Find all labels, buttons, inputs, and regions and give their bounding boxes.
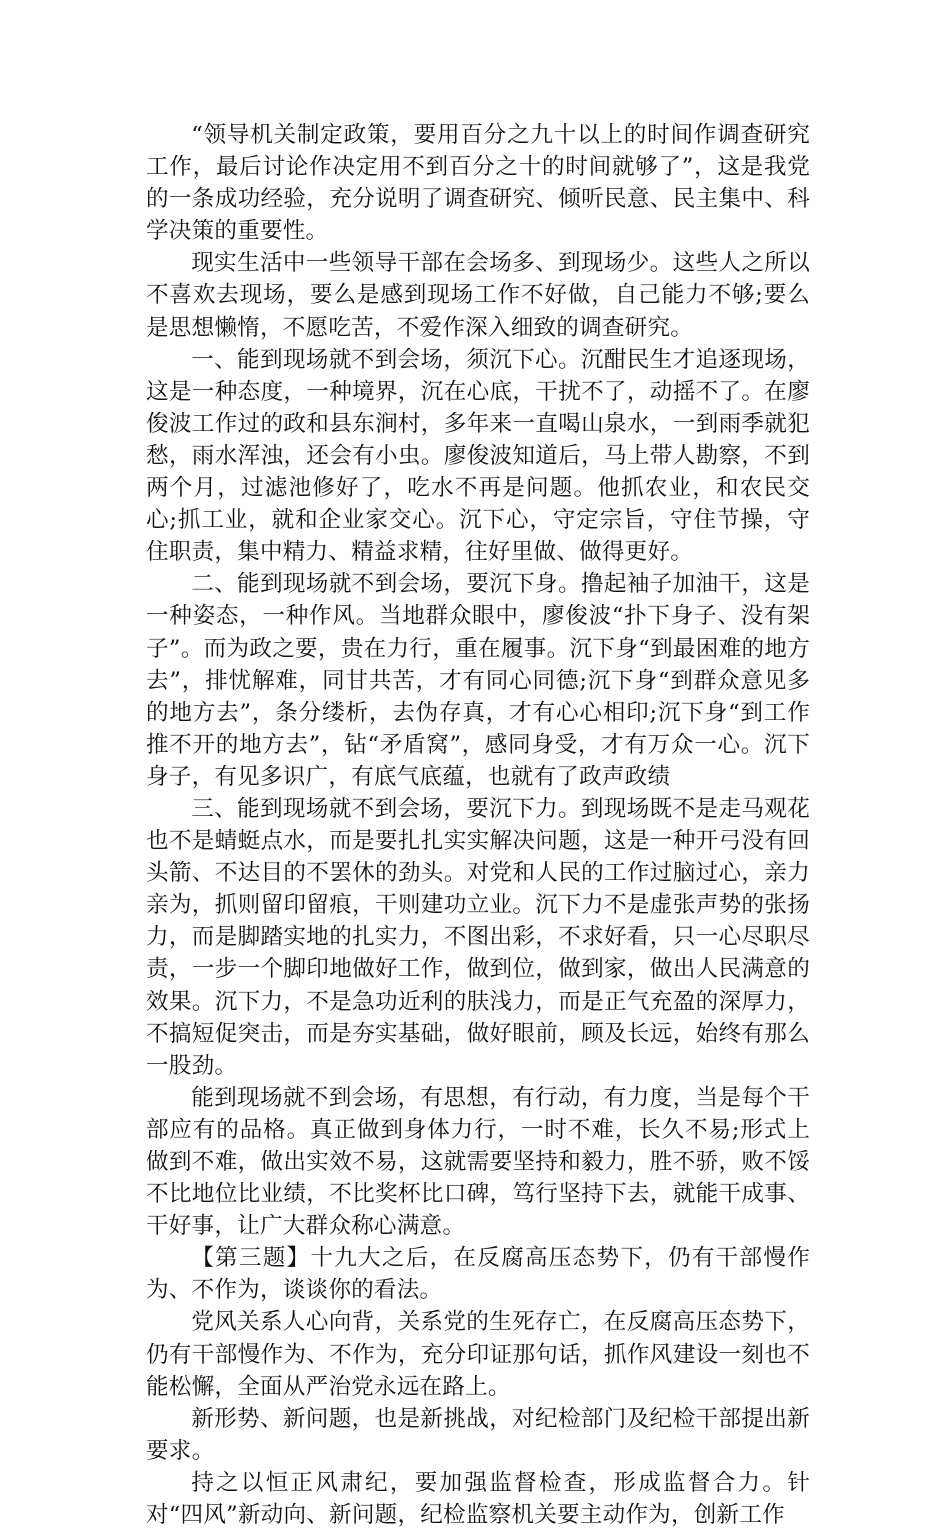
paragraph-new-challenge: 新形势、新问题，也是新挑战，对纪检部门及纪检干部提出新要求。: [146, 1405, 810, 1464]
paragraph-point-three: 三、能到现场就不到会场，要沉下力。到现场既不是走马观花也不是蜻蜓点水，而是要扎扎实实解决问题，这是一种开弓没有回头箭、不达目的不罢休的劲头。对党和人民的工作过脑过心，亲力亲为，抓则留印留痕，干则建功立业。沉下力不是虚张声势的张扬力，而是脚踏实地的扎实力，不图出彩，不求好看，只一心尽职尽责，一步一个脚印地做好工作，做到位，做到家，做出人民满意的效果。沉下力，不是急功近利的肤浅力，而是正气充盈的深厚力，不搞短促突击，而是夯实基础，做好眼前，顾及长远，始终有那么一股劲。: [146, 795, 810, 1079]
paragraph-reality: 现实生活中一些领导干部在会场多、到现场少。这些人之所以不喜欢去现场，要么是感到现场工作不好做，自己能力不够;要么是思想懒惰，不愿吃苦，不爱作深入细致的调查研究。: [146, 250, 810, 341]
paragraph-question-three: 【第三题】十九大之后，在反腐高压态势下，仍有干部慢作为、不作为，谈谈你的看法。: [146, 1245, 810, 1304]
paragraph-point-two: 二、能到现场就不到会场，要沉下身。撸起袖子加油干，这是一种姿态，一种作风。当地群众眼中，廖俊波“扑下身子、没有架子”。而为政之要，贵在力行，重在履事。沉下身“到最困难的地方去”，排忧解难，同甘共苦，才有同心同德;沉下身“到群众意见多的地方去”，条分缕析，去伪存真，才有心心相印;沉下身“到工作推不开的地方去”，钻“矛盾窝”，感同身受，才有万众一心。沉下身子，有见多识广，有底气底蕴，也就有了政声政绩: [146, 571, 810, 790]
paragraph-intro-quote: “领导机关制定政策，要用百分之九十以上的时间作调查研究工作，最后讨论作决定用不到百分之十的时间就够了”，这是我党的一条成功经验，充分说明了调查研究、倾听民意、民主集中、科学决策的重要性。: [146, 122, 810, 245]
paragraph-answer-intro: 党风关系人心向背，关系党的生死存亡，在反腐高压态势下，仍有干部慢作为、不作为，充分印证那句话，抓作风建设一刻也不能松懈，全面从严治党永远在路上。: [146, 1309, 810, 1400]
paragraph-supervision: 持之以恒正风肃纪，要加强监督检查，形成监督合力。针对“四风”新动向、新问题，纪检监察机关要主动作为，创新工作: [146, 1469, 810, 1529]
paragraph-point-one: 一、能到现场就不到会场，须沉下心。沉酣民生才追逐现场，这是一种态度，一种境界，沉在心底，干扰不了，动摇不了。在廖俊波工作过的政和县东涧村，多年来一直喝山泉水，一到雨季就犯愁，雨水浑浊，还会有小虫。廖俊波知道后，马上带人勘察，不到两个月，过滤池修好了，吃水不再是问题。他抓农业，和农民交心;抓工业，就和企业家交心。沉下心，守定宗旨，守住节操，守住职责，集中精力、精益求精，往好里做、做得更好。: [146, 346, 810, 566]
document-body: [146, 119, 810, 1531]
paragraph-conclusion: 能到现场就不到会场，有思想，有行动，有力度，当是每个干部应有的品格。真正做到身体力行，一时不难，长久不易;形式上做到不难，做出实效不易，这就需要坚持和毅力，胜不骄，败不馁不比地位比业绩，不比奖杯比口碑，笃行坚持下去，就能干成事、干好事，让广大群众称心满意。: [146, 1084, 810, 1240]
